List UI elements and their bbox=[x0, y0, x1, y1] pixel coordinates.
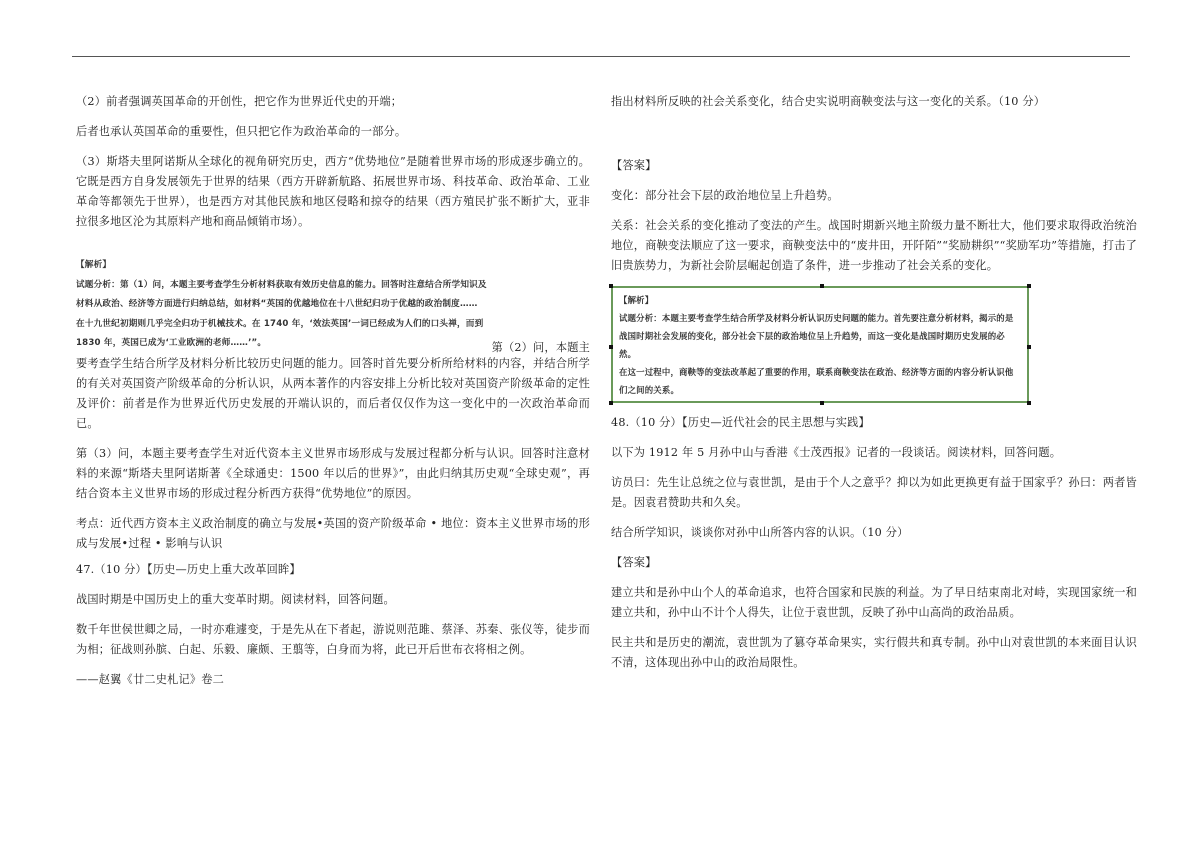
header-rule bbox=[72, 56, 1130, 57]
analysis-line: 战国时期社会发展的变化，部分社会下层的政治地位呈上升趋势，而这一变化是战国时期历史发展的必然。 bbox=[619, 331, 1005, 359]
analysis-line: 们之间的关系。 bbox=[619, 385, 680, 395]
analysis-label: 【解析】 bbox=[619, 295, 654, 305]
analysis-line: 材料从政治、经济等方面进行归纳总结，如材料“英国的优越地位在十八世纪归功于优越的政治制度…… bbox=[76, 299, 478, 309]
material-quote: 访员曰：先生让总统之位与袁世凯，是由于个人之意乎？抑以为如此更换更有益于国家乎？孙曰：两者皆是。因袁君赞助共和久矣。 bbox=[611, 476, 1137, 509]
right-column bbox=[611, 92, 1137, 673]
selected-analysis-box[interactable] bbox=[611, 286, 1029, 403]
analysis-block bbox=[76, 256, 496, 334]
resize-handle[interactable] bbox=[820, 284, 824, 288]
resize-handle[interactable] bbox=[1027, 284, 1031, 288]
paragraph: 关系：社会关系的变化推动了变法的产生。战国时期新兴地主阶级力量不断壮大，他们要求取得政治统治地位，商鞅变法顺应了这一要求，商鞅变法中的“废井田，开阡陌”“奖励耕织”“奖励军功”等措施，打击了旧贵族势力，为新社会阶层崛起创造了条件，进一步推动了社会关系的变化。 bbox=[611, 219, 1137, 272]
material-source: ——赵翼《廿二史札记》卷二 bbox=[76, 673, 225, 686]
analysis-line: 在这一过程中，商鞅等的变法改革起了重要的作用，联系商鞅变法在政治、经济等方面的内容分析认识他 bbox=[619, 367, 1014, 377]
resize-handle[interactable] bbox=[1027, 401, 1031, 405]
paragraph: 变化：部分社会下层的政治地位呈上升趋势。 bbox=[611, 189, 839, 202]
paragraph: 指出材料所反映的社会关系变化，结合史实说明商鞅变法与这一变化的关系。（10 分） bbox=[611, 95, 1046, 108]
question-title: 48.（10 分）【历史—近代社会的民主思想与实践】 bbox=[611, 416, 870, 429]
paragraph: 以下为 1912 年 5 月孙中山与香港《士茂西报》记者的一段谈话。阅读材料，回答问题。 bbox=[611, 446, 1062, 459]
analysis-line: 1830 年，英国已成为‘工业欧洲的老师……’”。 bbox=[76, 338, 267, 348]
kaodian: 考点：近代西方资本主义政治制度的确立与发展•英国的资产阶级革命 • 地位：资本主义世界市场的形成与发展•过程 • 影响与认识 bbox=[76, 517, 590, 550]
paragraph: 民主共和是历史的潮流，袁世凯为了篡夺革命果实，实行假共和真专制。孙中山对袁世凯的本来面目认识不清，这体现出孙中山的政治局限性。 bbox=[611, 636, 1137, 669]
answer-label: 【答案】 bbox=[611, 556, 657, 569]
question-title: 47.（10 分）【历史—历史上重大改革回眸】 bbox=[76, 563, 301, 576]
material-quote: 数千年世侯世卿之局，一时亦难遽变，于是先从在下者起，游说则范雎、蔡泽、苏秦、张仪等，徒步而为相；征战则孙膑、白起、乐毅、廉颇、王翦等，白身而为将，此已开后世布衣将相之例。 bbox=[76, 623, 590, 656]
paragraph: 要考查学生结合所学及材料分析比较历史问题的能力。回答时首先要分析所给材料的内容，并结合所学的有关对英国资产阶级革命的分析认识，从两本著作的内容安排上分析比较对英国资产阶级革命的定性及评价：前者是作为世界近代历史发展的开端认识的，而后者仅仅作为这一变化中的一次政治革命而已。 bbox=[76, 357, 590, 430]
resize-handle[interactable] bbox=[609, 345, 613, 349]
left-column bbox=[76, 92, 590, 690]
paragraph: 后者也承认英国革命的重要性，但只把它作为政治革命的一部分。 bbox=[76, 125, 407, 138]
analysis-label: 【解析】 bbox=[76, 260, 112, 270]
answer-label: 【答案】 bbox=[611, 159, 657, 172]
paragraph: （2）前者强调英国革命的开创性，把它作为世界近代史的开端； bbox=[76, 95, 403, 108]
analysis-line: 试题分析：本题主要考查学生结合所学及材料分析认识历史问题的能力。首先要注意分析材料，揭示的是 bbox=[619, 313, 1014, 323]
paragraph: 第（3）问，本题主要考查学生对近代资本主义世界市场形成与发展过程都分析与认识。回答时注意材料的来源“斯塔夫里阿诺斯著《全球通史：1500 年以后的世界》”，由此归纳其历史观“全球史观”，再结合资本主义世界市场的形成过程分析西方获得“优势地位”的原因。 bbox=[76, 447, 590, 500]
resize-handle[interactable] bbox=[609, 284, 613, 288]
paragraph: 建立共和是孙中山个人的革命追求，也符合国家和民族的利益。为了早日结束南北对峙，实现国家统一和建立共和，孙中山不计个人得失，让位于袁世凯，反映了孙中山高尚的政治品质。 bbox=[611, 586, 1137, 619]
analysis-line: 试题分析：第（1）问，本题主要考查学生分析材料获取有效历史信息的能力。回答时注意结合所学知识及 bbox=[76, 279, 487, 290]
resize-handle[interactable] bbox=[1027, 345, 1031, 349]
resize-handle[interactable] bbox=[820, 401, 824, 405]
paragraph: 战国时期是中国历史上的重大变革时期。阅读材料，回答问题。 bbox=[76, 593, 395, 606]
paragraph: 结合所学知识，谈谈你对孙中山所答内容的认识。（10 分） bbox=[611, 526, 909, 539]
analysis-continuation-head: 第（2）问，本题主 bbox=[491, 341, 590, 354]
analysis-line: 在十九世纪初期则几乎完全归功于机械技术。在 1740 年，‘效法英国’一词已经成为人们的口头禅，而到 bbox=[76, 318, 484, 329]
resize-handle[interactable] bbox=[609, 401, 613, 405]
paragraph: （3）斯塔夫里阿诺斯从全球化的视角研究历史，西方“优势地位”是随着世界市场的形成逐步确立的。它既是西方自身发展领先于世界的结果（西方开辟新航路、拓展世界市场、科技革命、政治革命、工业革命等都领先于世界），也是西方对其他民族和地区侵略和掠夺的结果（西方殖民扩张不断扩大，亚非拉很多地区沦为其原料产地和商品倾销市场）。 bbox=[76, 155, 590, 228]
